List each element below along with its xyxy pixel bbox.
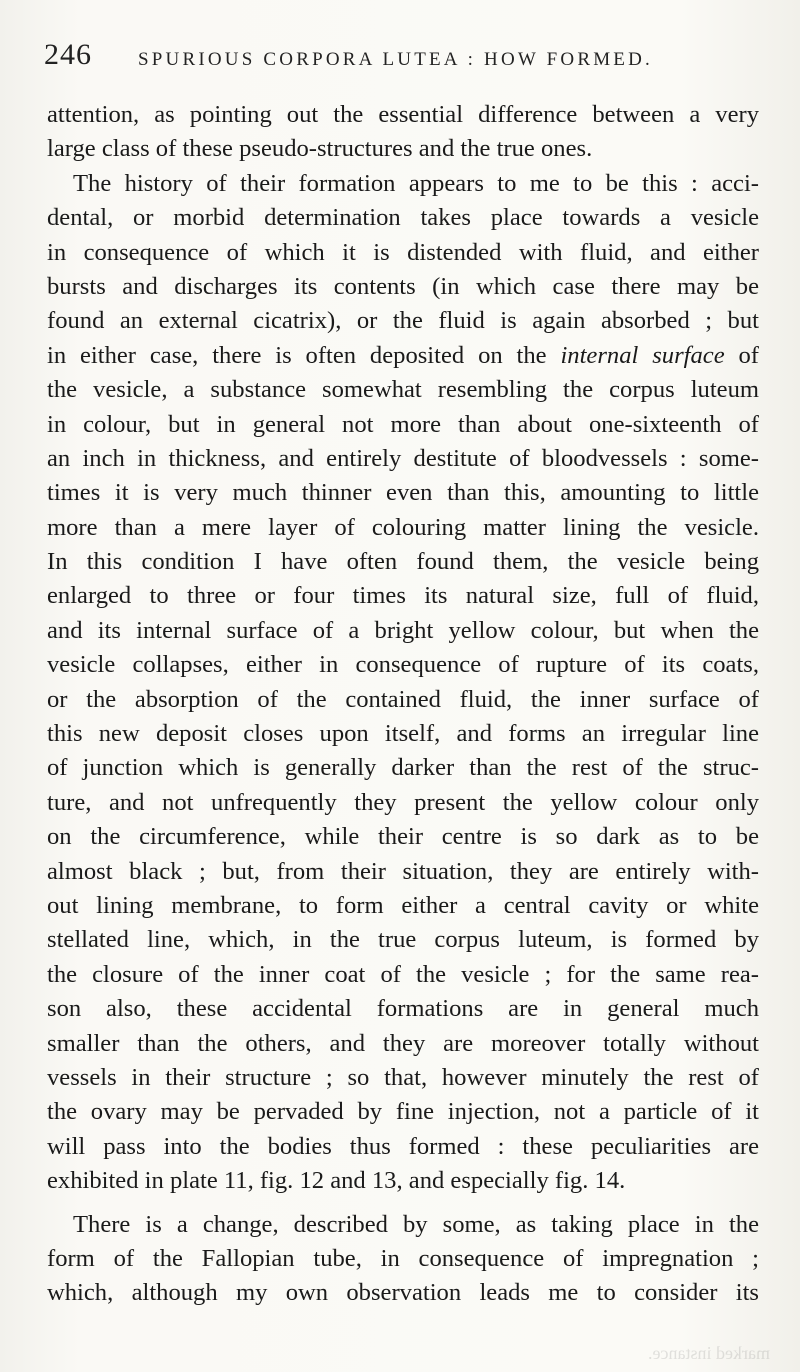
paragraph-spacer <box>47 1199 759 1208</box>
text-line: the closure of the inner coat of the vesicle ; for the same rea- <box>47 960 759 988</box>
text-line: in consequence of which it is distended with fluid, and either <box>47 238 759 266</box>
running-title: SPURIOUS CORPORA LUTEA : HOW FORMED. <box>138 49 653 70</box>
text-run: in either case, there is often deposited on the <box>47 341 561 369</box>
paragraph-2 <box>47 167 759 1199</box>
text-line: the ovary may be pervaded by fine injection, not a particle of it <box>47 1098 759 1126</box>
text-line: or the absorption of the contained fluid, the inner surface of <box>47 685 759 713</box>
text-line: enlarged to three or four times its natural size, full of fluid, <box>47 582 759 610</box>
paragraph-3 <box>47 1208 759 1311</box>
text-line: There is a change, described by some, as taking place in the <box>73 1210 759 1238</box>
text-line: times it is very much thinner even than this, amounting to little <box>47 479 759 507</box>
emphasis-text: internal surface <box>560 341 725 369</box>
text-line: smaller than the others, and they are moreover totally without <box>47 1029 759 1057</box>
body-text <box>47 98 759 1311</box>
text-line: in colour, but in general not more than about one-sixteenth of <box>47 410 759 438</box>
text-line: In this condition I have often found them, the vesicle being <box>47 548 759 576</box>
text-line: exhibited in plate 11, fig. 12 and 13, and especially fig. 14. <box>47 1167 626 1195</box>
text-line: found an external cicatrix), or the fluid is again absorbed ; but <box>47 307 759 335</box>
text-line: attention, as pointing out the essential difference between a very <box>47 101 759 128</box>
running-head <box>44 38 764 78</box>
text-line: vessels in their structure ; so that, however minutely the rest of <box>47 1063 759 1091</box>
paragraph-1 <box>47 98 759 167</box>
text-line: the vesicle, a substance somewhat resembling the corpus luteum <box>47 376 759 404</box>
text-line: dental, or morbid determination takes place towards a vesicle <box>47 204 759 232</box>
text-line: The history of their formation appears to me to be this : acci- <box>73 169 759 197</box>
text-line: will pass into the bodies thus formed : these peculiarities are <box>47 1132 759 1160</box>
text-line: of junction which is generally darker than the rest of the struc- <box>47 754 759 782</box>
text-line: out lining membrane, to form either a central cavity or white <box>47 891 759 919</box>
text-line: son also, these accidental formations are in general much <box>47 995 759 1023</box>
show-through-text: marked instance. <box>648 1343 770 1363</box>
text-line: ture, and not unfrequently they present the yellow colour only <box>47 788 759 816</box>
text-line: bursts and discharges its contents (in which case there may be <box>47 272 759 300</box>
text-line: and its internal surface of a bright yellow colour, but when the <box>47 616 759 644</box>
text-line: almost black ; but, from their situation, they are entirely with- <box>47 857 759 885</box>
text-line: vesicle collapses, either in consequence of rupture of its coats, <box>47 651 759 679</box>
text-line: stellated line, which, in the true corpus luteum, is formed by <box>47 926 759 954</box>
text-line: an inch in thickness, and entirely destitute of bloodvessels : some- <box>47 444 759 472</box>
text-line: large class of these pseudo-structures and the true ones. <box>47 135 593 163</box>
text-line: form of the Fallopian tube, in consequence of impregnation ; <box>47 1244 759 1272</box>
text-run: of <box>724 341 759 369</box>
text-line: on the circumference, while their centre is so dark as to be <box>47 823 759 851</box>
text-line: which, although my own observation leads me to consider its <box>47 1279 759 1307</box>
text-line: more than a mere layer of colouring matter lining the vesicle. <box>47 513 759 541</box>
text-line <box>47 339 759 373</box>
text-line: this new deposit closes upon itself, and forms an irregular line <box>47 720 759 748</box>
page-number: 246 <box>44 38 92 71</box>
